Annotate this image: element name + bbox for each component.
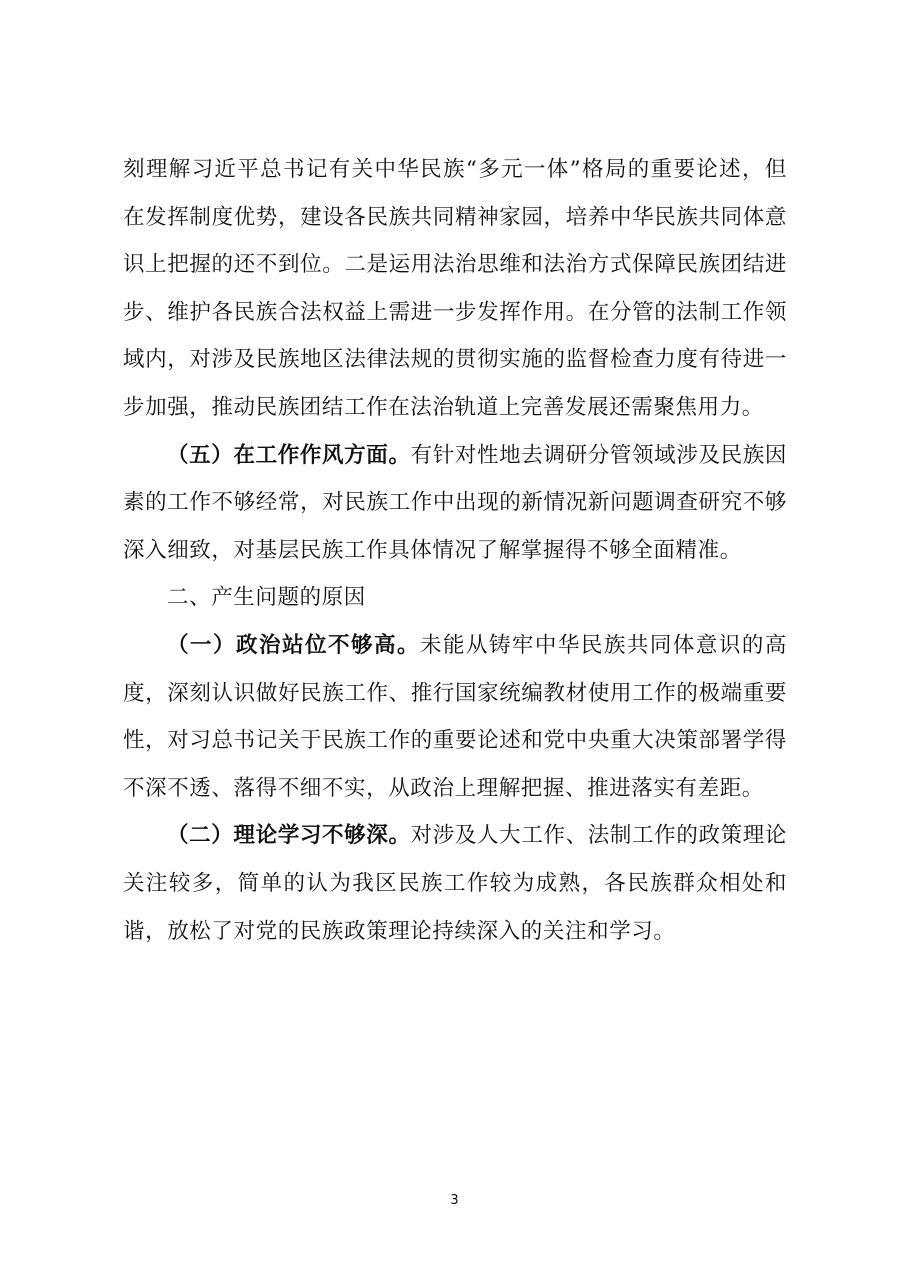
page-number: 3 [450,1193,459,1208]
paragraph-text: 有针对性地去调研分管领域涉及民族因素的工作不够经常，对民族工作中出现的新情况新问题调查研究不够深入细致，对基层民族工作具体情况了解掌握得不够全面精准。 [123,442,787,563]
paragraph-lead: （二）理论学习不够深。 [167,823,411,849]
paragraph-continuation [123,146,787,432]
paragraph-work-style [123,432,787,575]
paragraph-political-standing [123,622,787,812]
paragraph-lead: （一）政治站位不够高。 [167,632,420,658]
paragraph-theory-study [123,812,787,955]
paragraph-lead: （五）在工作作风方面。 [167,442,411,468]
paragraph-text: 刻理解习近平总书记有关中华民族“多元一体”格局的重要论述，但在发挥制度优势，建设各民族共同精神家园，培养中华民族共同体意识上把握的还不到位。二是运用法治思维和法治方式保障民族团结进步、维护各民族合法权益上需进一步发挥作用。在分管的法制工作领域内，对涉及民族地区法律法规的贯彻实施的监督检查力度有待进一步加强，推动民族团结工作在法治轨道上完善发展还需聚焦用力。 [123,157,787,420]
section-heading: 二、产生问题的原因 [167,585,366,611]
paragraph-text: 未能从铸牢中华民族共同体意识的高度，深刻认识做好民族工作、推行国家统编教材使用工作的极端重要性，对习总书记关于民族工作的重要论述和党中央重大决策部署学得不深不透、落得不细不实，从政治上理解把握、推进落实有差距。 [123,632,787,801]
document-body [123,146,787,955]
paragraph-text: 对涉及人大工作、法制工作的政策理论关注较多，简单的认为我区民族工作较为成熟，各民族群众相处和谐，放松了对党的民族政策理论持续深入的关注和学习。 [123,823,787,944]
